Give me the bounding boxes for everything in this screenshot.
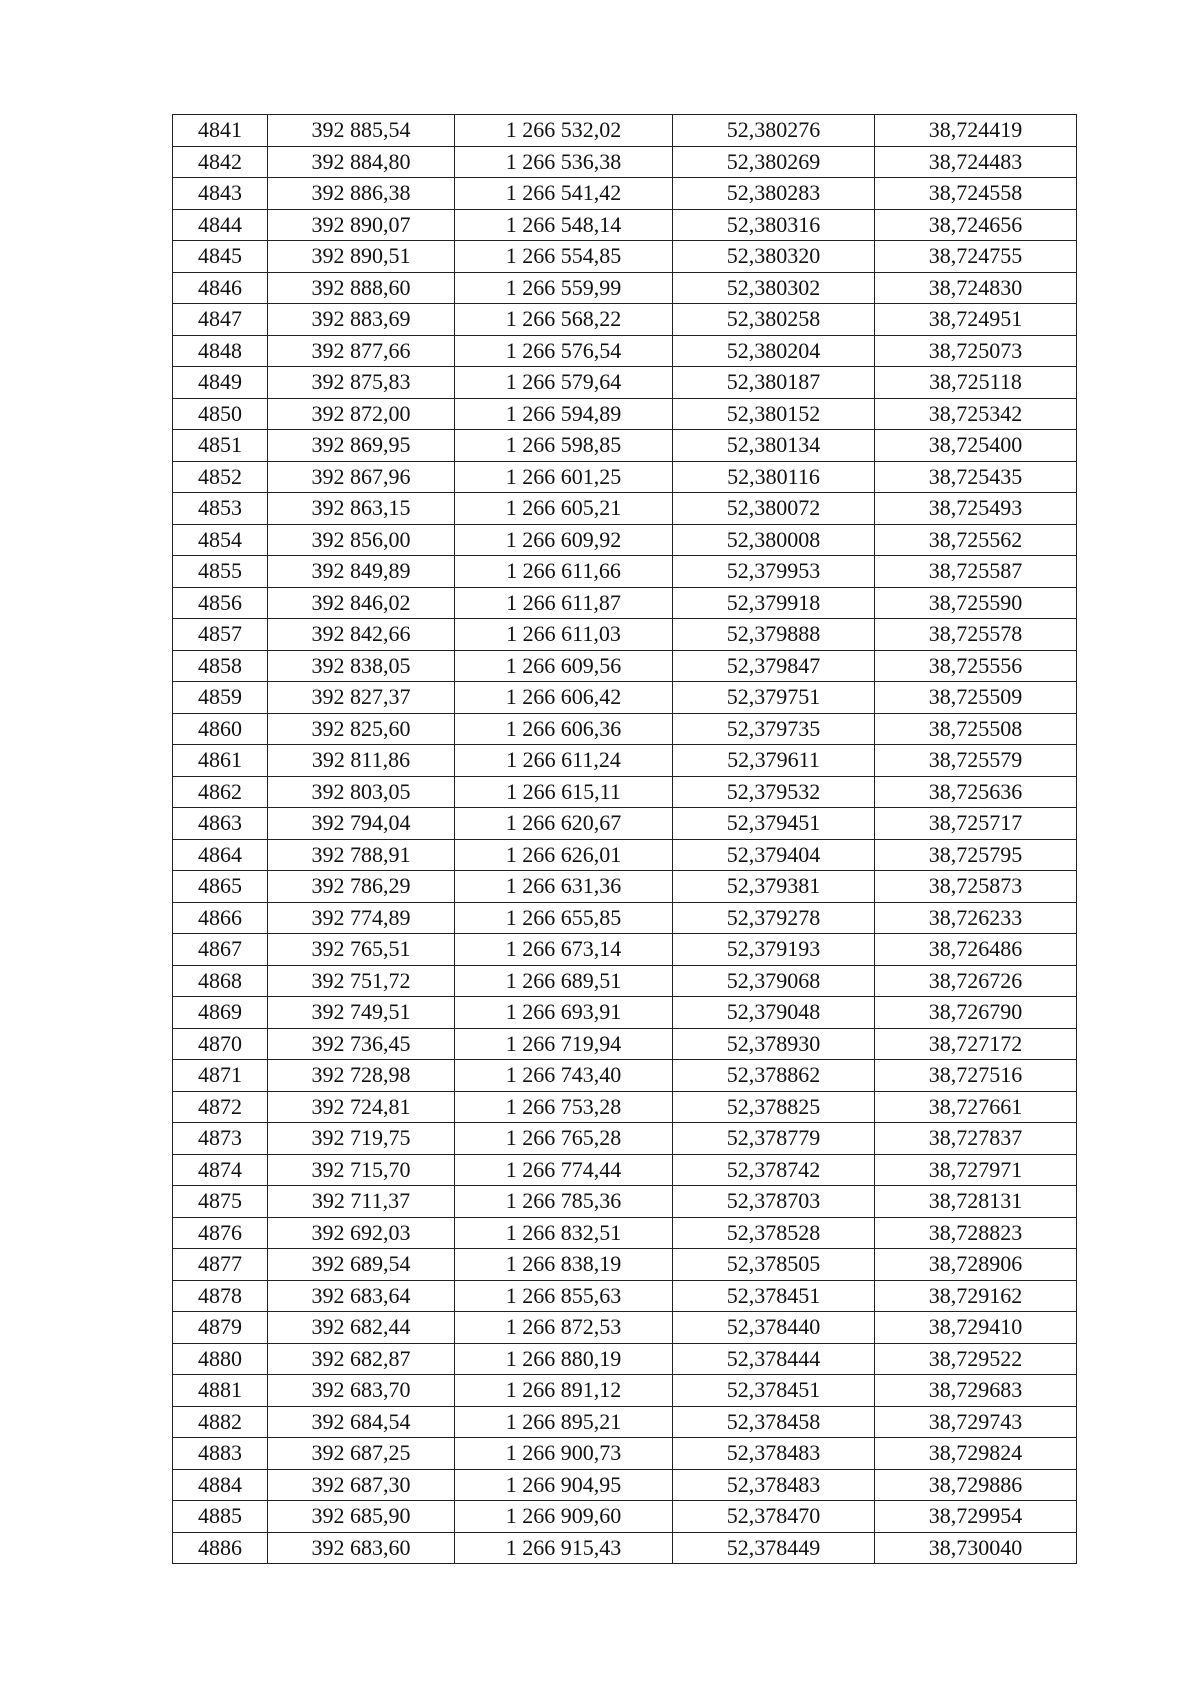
y-coordinate-cell: 1 266 719,94 bbox=[455, 1028, 673, 1060]
x-coordinate-cell: 392 877,66 bbox=[268, 335, 455, 367]
point-number-cell: 4858 bbox=[173, 650, 268, 682]
y-coordinate-cell: 1 266 895,21 bbox=[455, 1406, 673, 1438]
longitude-cell: 38,725509 bbox=[875, 682, 1077, 714]
latitude-cell: 52,378703 bbox=[673, 1186, 875, 1218]
latitude-cell: 52,379847 bbox=[673, 650, 875, 682]
table-row bbox=[173, 1280, 1077, 1312]
coordinates-table-body bbox=[173, 115, 1077, 1564]
x-coordinate-cell: 392 885,54 bbox=[268, 115, 455, 147]
table-row bbox=[173, 115, 1077, 147]
y-coordinate-cell: 1 266 536,38 bbox=[455, 146, 673, 178]
longitude-cell: 38,725636 bbox=[875, 776, 1077, 808]
y-coordinate-cell: 1 266 832,51 bbox=[455, 1217, 673, 1249]
longitude-cell: 38,725435 bbox=[875, 461, 1077, 493]
latitude-cell: 52,378449 bbox=[673, 1532, 875, 1564]
x-coordinate-cell: 392 849,89 bbox=[268, 556, 455, 588]
latitude-cell: 52,380134 bbox=[673, 430, 875, 462]
y-coordinate-cell: 1 266 611,87 bbox=[455, 587, 673, 619]
latitude-cell: 52,378451 bbox=[673, 1280, 875, 1312]
coordinates-table bbox=[172, 114, 1077, 1564]
x-coordinate-cell: 392 728,98 bbox=[268, 1060, 455, 1092]
table-row bbox=[173, 997, 1077, 1029]
table-row bbox=[173, 241, 1077, 273]
longitude-cell: 38,728906 bbox=[875, 1249, 1077, 1281]
x-coordinate-cell: 392 886,38 bbox=[268, 178, 455, 210]
x-coordinate-cell: 392 682,87 bbox=[268, 1343, 455, 1375]
longitude-cell: 38,725562 bbox=[875, 524, 1077, 556]
longitude-cell: 38,729743 bbox=[875, 1406, 1077, 1438]
point-number-cell: 4872 bbox=[173, 1091, 268, 1123]
x-coordinate-cell: 392 846,02 bbox=[268, 587, 455, 619]
x-coordinate-cell: 392 794,04 bbox=[268, 808, 455, 840]
y-coordinate-cell: 1 266 601,25 bbox=[455, 461, 673, 493]
x-coordinate-cell: 392 724,81 bbox=[268, 1091, 455, 1123]
x-coordinate-cell: 392 856,00 bbox=[268, 524, 455, 556]
latitude-cell: 52,379048 bbox=[673, 997, 875, 1029]
longitude-cell: 38,729824 bbox=[875, 1438, 1077, 1470]
table-row bbox=[173, 524, 1077, 556]
table-row bbox=[173, 335, 1077, 367]
x-coordinate-cell: 392 888,60 bbox=[268, 272, 455, 304]
table-row bbox=[173, 209, 1077, 241]
longitude-cell: 38,725873 bbox=[875, 871, 1077, 903]
longitude-cell: 38,724656 bbox=[875, 209, 1077, 241]
latitude-cell: 52,378528 bbox=[673, 1217, 875, 1249]
y-coordinate-cell: 1 266 743,40 bbox=[455, 1060, 673, 1092]
longitude-cell: 38,724558 bbox=[875, 178, 1077, 210]
table-row bbox=[173, 430, 1077, 462]
table-row bbox=[173, 1469, 1077, 1501]
longitude-cell: 38,729954 bbox=[875, 1501, 1077, 1533]
longitude-cell: 38,725579 bbox=[875, 745, 1077, 777]
x-coordinate-cell: 392 875,83 bbox=[268, 367, 455, 399]
y-coordinate-cell: 1 266 568,22 bbox=[455, 304, 673, 336]
latitude-cell: 52,379404 bbox=[673, 839, 875, 871]
latitude-cell: 52,378458 bbox=[673, 1406, 875, 1438]
table-row bbox=[173, 1154, 1077, 1186]
x-coordinate-cell: 392 825,60 bbox=[268, 713, 455, 745]
table-row bbox=[173, 1501, 1077, 1533]
latitude-cell: 52,380258 bbox=[673, 304, 875, 336]
y-coordinate-cell: 1 266 611,03 bbox=[455, 619, 673, 651]
y-coordinate-cell: 1 266 753,28 bbox=[455, 1091, 673, 1123]
x-coordinate-cell: 392 838,05 bbox=[268, 650, 455, 682]
point-number-cell: 4843 bbox=[173, 178, 268, 210]
latitude-cell: 52,380204 bbox=[673, 335, 875, 367]
y-coordinate-cell: 1 266 872,53 bbox=[455, 1312, 673, 1344]
y-coordinate-cell: 1 266 609,56 bbox=[455, 650, 673, 682]
x-coordinate-cell: 392 786,29 bbox=[268, 871, 455, 903]
latitude-cell: 52,380320 bbox=[673, 241, 875, 273]
table-row bbox=[173, 871, 1077, 903]
latitude-cell: 52,380008 bbox=[673, 524, 875, 556]
table-row bbox=[173, 745, 1077, 777]
table-row bbox=[173, 272, 1077, 304]
longitude-cell: 38,724483 bbox=[875, 146, 1077, 178]
latitude-cell: 52,380316 bbox=[673, 209, 875, 241]
point-number-cell: 4853 bbox=[173, 493, 268, 525]
x-coordinate-cell: 392 715,70 bbox=[268, 1154, 455, 1186]
point-number-cell: 4871 bbox=[173, 1060, 268, 1092]
x-coordinate-cell: 392 684,54 bbox=[268, 1406, 455, 1438]
table-row bbox=[173, 1343, 1077, 1375]
table-row bbox=[173, 1060, 1077, 1092]
table-row bbox=[173, 713, 1077, 745]
table-row bbox=[173, 902, 1077, 934]
y-coordinate-cell: 1 266 609,92 bbox=[455, 524, 673, 556]
latitude-cell: 52,379381 bbox=[673, 871, 875, 903]
latitude-cell: 52,378483 bbox=[673, 1469, 875, 1501]
longitude-cell: 38,729410 bbox=[875, 1312, 1077, 1344]
table-row bbox=[173, 1186, 1077, 1218]
table-row bbox=[173, 650, 1077, 682]
table-row bbox=[173, 682, 1077, 714]
longitude-cell: 38,725590 bbox=[875, 587, 1077, 619]
latitude-cell: 52,379751 bbox=[673, 682, 875, 714]
table-row bbox=[173, 304, 1077, 336]
point-number-cell: 4873 bbox=[173, 1123, 268, 1155]
x-coordinate-cell: 392 788,91 bbox=[268, 839, 455, 871]
longitude-cell: 38,725795 bbox=[875, 839, 1077, 871]
table-row bbox=[173, 367, 1077, 399]
latitude-cell: 52,380269 bbox=[673, 146, 875, 178]
x-coordinate-cell: 392 883,69 bbox=[268, 304, 455, 336]
latitude-cell: 52,380116 bbox=[673, 461, 875, 493]
longitude-cell: 38,726790 bbox=[875, 997, 1077, 1029]
x-coordinate-cell: 392 719,75 bbox=[268, 1123, 455, 1155]
table-row bbox=[173, 461, 1077, 493]
latitude-cell: 52,379735 bbox=[673, 713, 875, 745]
table-row bbox=[173, 146, 1077, 178]
latitude-cell: 52,378825 bbox=[673, 1091, 875, 1123]
table-row bbox=[173, 1091, 1077, 1123]
point-number-cell: 4846 bbox=[173, 272, 268, 304]
point-number-cell: 4859 bbox=[173, 682, 268, 714]
x-coordinate-cell: 392 863,15 bbox=[268, 493, 455, 525]
table-row bbox=[173, 556, 1077, 588]
x-coordinate-cell: 392 689,54 bbox=[268, 1249, 455, 1281]
point-number-cell: 4857 bbox=[173, 619, 268, 651]
y-coordinate-cell: 1 266 673,14 bbox=[455, 934, 673, 966]
longitude-cell: 38,726486 bbox=[875, 934, 1077, 966]
point-number-cell: 4864 bbox=[173, 839, 268, 871]
point-number-cell: 4866 bbox=[173, 902, 268, 934]
point-number-cell: 4844 bbox=[173, 209, 268, 241]
latitude-cell: 52,378505 bbox=[673, 1249, 875, 1281]
x-coordinate-cell: 392 774,89 bbox=[268, 902, 455, 934]
table-row bbox=[173, 965, 1077, 997]
latitude-cell: 52,378451 bbox=[673, 1375, 875, 1407]
y-coordinate-cell: 1 266 594,89 bbox=[455, 398, 673, 430]
latitude-cell: 52,378742 bbox=[673, 1154, 875, 1186]
point-number-cell: 4865 bbox=[173, 871, 268, 903]
point-number-cell: 4878 bbox=[173, 1280, 268, 1312]
longitude-cell: 38,725118 bbox=[875, 367, 1077, 399]
point-number-cell: 4851 bbox=[173, 430, 268, 462]
y-coordinate-cell: 1 266 615,11 bbox=[455, 776, 673, 808]
y-coordinate-cell: 1 266 606,36 bbox=[455, 713, 673, 745]
point-number-cell: 4883 bbox=[173, 1438, 268, 1470]
longitude-cell: 38,727516 bbox=[875, 1060, 1077, 1092]
point-number-cell: 4862 bbox=[173, 776, 268, 808]
x-coordinate-cell: 392 687,25 bbox=[268, 1438, 455, 1470]
y-coordinate-cell: 1 266 554,85 bbox=[455, 241, 673, 273]
y-coordinate-cell: 1 266 611,66 bbox=[455, 556, 673, 588]
y-coordinate-cell: 1 266 785,36 bbox=[455, 1186, 673, 1218]
latitude-cell: 52,378930 bbox=[673, 1028, 875, 1060]
longitude-cell: 38,726233 bbox=[875, 902, 1077, 934]
latitude-cell: 52,380072 bbox=[673, 493, 875, 525]
x-coordinate-cell: 392 687,30 bbox=[268, 1469, 455, 1501]
latitude-cell: 52,379193 bbox=[673, 934, 875, 966]
table-row bbox=[173, 934, 1077, 966]
x-coordinate-cell: 392 890,51 bbox=[268, 241, 455, 273]
longitude-cell: 38,725556 bbox=[875, 650, 1077, 682]
longitude-cell: 38,724830 bbox=[875, 272, 1077, 304]
point-number-cell: 4879 bbox=[173, 1312, 268, 1344]
table-row bbox=[173, 493, 1077, 525]
point-number-cell: 4875 bbox=[173, 1186, 268, 1218]
y-coordinate-cell: 1 266 909,60 bbox=[455, 1501, 673, 1533]
x-coordinate-cell: 392 682,44 bbox=[268, 1312, 455, 1344]
latitude-cell: 52,379611 bbox=[673, 745, 875, 777]
y-coordinate-cell: 1 266 904,95 bbox=[455, 1469, 673, 1501]
latitude-cell: 52,379278 bbox=[673, 902, 875, 934]
y-coordinate-cell: 1 266 855,63 bbox=[455, 1280, 673, 1312]
y-coordinate-cell: 1 266 532,02 bbox=[455, 115, 673, 147]
point-number-cell: 4863 bbox=[173, 808, 268, 840]
longitude-cell: 38,729522 bbox=[875, 1343, 1077, 1375]
latitude-cell: 52,380302 bbox=[673, 272, 875, 304]
longitude-cell: 38,725578 bbox=[875, 619, 1077, 651]
x-coordinate-cell: 392 683,60 bbox=[268, 1532, 455, 1564]
y-coordinate-cell: 1 266 605,21 bbox=[455, 493, 673, 525]
table-row bbox=[173, 619, 1077, 651]
y-coordinate-cell: 1 266 598,85 bbox=[455, 430, 673, 462]
latitude-cell: 52,379532 bbox=[673, 776, 875, 808]
y-coordinate-cell: 1 266 626,01 bbox=[455, 839, 673, 871]
y-coordinate-cell: 1 266 606,42 bbox=[455, 682, 673, 714]
longitude-cell: 38,728131 bbox=[875, 1186, 1077, 1218]
y-coordinate-cell: 1 266 631,36 bbox=[455, 871, 673, 903]
y-coordinate-cell: 1 266 620,67 bbox=[455, 808, 673, 840]
latitude-cell: 52,380283 bbox=[673, 178, 875, 210]
longitude-cell: 38,724419 bbox=[875, 115, 1077, 147]
table-row bbox=[173, 587, 1077, 619]
y-coordinate-cell: 1 266 559,99 bbox=[455, 272, 673, 304]
table-row bbox=[173, 776, 1077, 808]
point-number-cell: 4881 bbox=[173, 1375, 268, 1407]
table-row bbox=[173, 1217, 1077, 1249]
x-coordinate-cell: 392 736,45 bbox=[268, 1028, 455, 1060]
y-coordinate-cell: 1 266 765,28 bbox=[455, 1123, 673, 1155]
x-coordinate-cell: 392 890,07 bbox=[268, 209, 455, 241]
y-coordinate-cell: 1 266 900,73 bbox=[455, 1438, 673, 1470]
point-number-cell: 4854 bbox=[173, 524, 268, 556]
x-coordinate-cell: 392 884,80 bbox=[268, 146, 455, 178]
y-coordinate-cell: 1 266 880,19 bbox=[455, 1343, 673, 1375]
x-coordinate-cell: 392 683,70 bbox=[268, 1375, 455, 1407]
latitude-cell: 52,380276 bbox=[673, 115, 875, 147]
point-number-cell: 4869 bbox=[173, 997, 268, 1029]
table-row bbox=[173, 1375, 1077, 1407]
y-coordinate-cell: 1 266 548,14 bbox=[455, 209, 673, 241]
longitude-cell: 38,727971 bbox=[875, 1154, 1077, 1186]
point-number-cell: 4860 bbox=[173, 713, 268, 745]
table-row bbox=[173, 398, 1077, 430]
point-number-cell: 4855 bbox=[173, 556, 268, 588]
table-row bbox=[173, 839, 1077, 871]
longitude-cell: 38,725073 bbox=[875, 335, 1077, 367]
point-number-cell: 4856 bbox=[173, 587, 268, 619]
x-coordinate-cell: 392 711,37 bbox=[268, 1186, 455, 1218]
x-coordinate-cell: 392 872,00 bbox=[268, 398, 455, 430]
point-number-cell: 4852 bbox=[173, 461, 268, 493]
point-number-cell: 4870 bbox=[173, 1028, 268, 1060]
y-coordinate-cell: 1 266 891,12 bbox=[455, 1375, 673, 1407]
table-row bbox=[173, 1249, 1077, 1281]
table-row bbox=[173, 1406, 1077, 1438]
longitude-cell: 38,726726 bbox=[875, 965, 1077, 997]
point-number-cell: 4847 bbox=[173, 304, 268, 336]
longitude-cell: 38,729683 bbox=[875, 1375, 1077, 1407]
longitude-cell: 38,727172 bbox=[875, 1028, 1077, 1060]
point-number-cell: 4874 bbox=[173, 1154, 268, 1186]
longitude-cell: 38,725717 bbox=[875, 808, 1077, 840]
latitude-cell: 52,379068 bbox=[673, 965, 875, 997]
x-coordinate-cell: 392 811,86 bbox=[268, 745, 455, 777]
x-coordinate-cell: 392 692,03 bbox=[268, 1217, 455, 1249]
y-coordinate-cell: 1 266 611,24 bbox=[455, 745, 673, 777]
latitude-cell: 52,380152 bbox=[673, 398, 875, 430]
point-number-cell: 4885 bbox=[173, 1501, 268, 1533]
point-number-cell: 4886 bbox=[173, 1532, 268, 1564]
y-coordinate-cell: 1 266 838,19 bbox=[455, 1249, 673, 1281]
point-number-cell: 4850 bbox=[173, 398, 268, 430]
y-coordinate-cell: 1 266 915,43 bbox=[455, 1532, 673, 1564]
latitude-cell: 52,379451 bbox=[673, 808, 875, 840]
table-row bbox=[173, 1312, 1077, 1344]
table-row bbox=[173, 178, 1077, 210]
latitude-cell: 52,378440 bbox=[673, 1312, 875, 1344]
point-number-cell: 4868 bbox=[173, 965, 268, 997]
table-row bbox=[173, 1123, 1077, 1155]
y-coordinate-cell: 1 266 655,85 bbox=[455, 902, 673, 934]
longitude-cell: 38,727661 bbox=[875, 1091, 1077, 1123]
longitude-cell: 38,728823 bbox=[875, 1217, 1077, 1249]
latitude-cell: 52,378444 bbox=[673, 1343, 875, 1375]
x-coordinate-cell: 392 683,64 bbox=[268, 1280, 455, 1312]
table-row bbox=[173, 1438, 1077, 1470]
latitude-cell: 52,379953 bbox=[673, 556, 875, 588]
x-coordinate-cell: 392 751,72 bbox=[268, 965, 455, 997]
longitude-cell: 38,729886 bbox=[875, 1469, 1077, 1501]
y-coordinate-cell: 1 266 541,42 bbox=[455, 178, 673, 210]
y-coordinate-cell: 1 266 693,91 bbox=[455, 997, 673, 1029]
y-coordinate-cell: 1 266 579,64 bbox=[455, 367, 673, 399]
point-number-cell: 4882 bbox=[173, 1406, 268, 1438]
point-number-cell: 4867 bbox=[173, 934, 268, 966]
point-number-cell: 4876 bbox=[173, 1217, 268, 1249]
latitude-cell: 52,378470 bbox=[673, 1501, 875, 1533]
x-coordinate-cell: 392 827,37 bbox=[268, 682, 455, 714]
latitude-cell: 52,378779 bbox=[673, 1123, 875, 1155]
point-number-cell: 4849 bbox=[173, 367, 268, 399]
point-number-cell: 4845 bbox=[173, 241, 268, 273]
point-number-cell: 4880 bbox=[173, 1343, 268, 1375]
x-coordinate-cell: 392 765,51 bbox=[268, 934, 455, 966]
point-number-cell: 4841 bbox=[173, 115, 268, 147]
point-number-cell: 4884 bbox=[173, 1469, 268, 1501]
x-coordinate-cell: 392 749,51 bbox=[268, 997, 455, 1029]
latitude-cell: 52,379918 bbox=[673, 587, 875, 619]
x-coordinate-cell: 392 685,90 bbox=[268, 1501, 455, 1533]
y-coordinate-cell: 1 266 576,54 bbox=[455, 335, 673, 367]
x-coordinate-cell: 392 869,95 bbox=[268, 430, 455, 462]
x-coordinate-cell: 392 867,96 bbox=[268, 461, 455, 493]
point-number-cell: 4842 bbox=[173, 146, 268, 178]
longitude-cell: 38,725400 bbox=[875, 430, 1077, 462]
point-number-cell: 4877 bbox=[173, 1249, 268, 1281]
longitude-cell: 38,725493 bbox=[875, 493, 1077, 525]
longitude-cell: 38,724951 bbox=[875, 304, 1077, 336]
table-row bbox=[173, 1532, 1077, 1564]
table-row bbox=[173, 808, 1077, 840]
longitude-cell: 38,725342 bbox=[875, 398, 1077, 430]
y-coordinate-cell: 1 266 689,51 bbox=[455, 965, 673, 997]
table-row bbox=[173, 1028, 1077, 1060]
longitude-cell: 38,724755 bbox=[875, 241, 1077, 273]
y-coordinate-cell: 1 266 774,44 bbox=[455, 1154, 673, 1186]
longitude-cell: 38,725508 bbox=[875, 713, 1077, 745]
longitude-cell: 38,729162 bbox=[875, 1280, 1077, 1312]
latitude-cell: 52,378862 bbox=[673, 1060, 875, 1092]
longitude-cell: 38,730040 bbox=[875, 1532, 1077, 1564]
point-number-cell: 4861 bbox=[173, 745, 268, 777]
latitude-cell: 52,379888 bbox=[673, 619, 875, 651]
longitude-cell: 38,725587 bbox=[875, 556, 1077, 588]
longitude-cell: 38,727837 bbox=[875, 1123, 1077, 1155]
point-number-cell: 4848 bbox=[173, 335, 268, 367]
x-coordinate-cell: 392 803,05 bbox=[268, 776, 455, 808]
latitude-cell: 52,378483 bbox=[673, 1438, 875, 1470]
x-coordinate-cell: 392 842,66 bbox=[268, 619, 455, 651]
latitude-cell: 52,380187 bbox=[673, 367, 875, 399]
